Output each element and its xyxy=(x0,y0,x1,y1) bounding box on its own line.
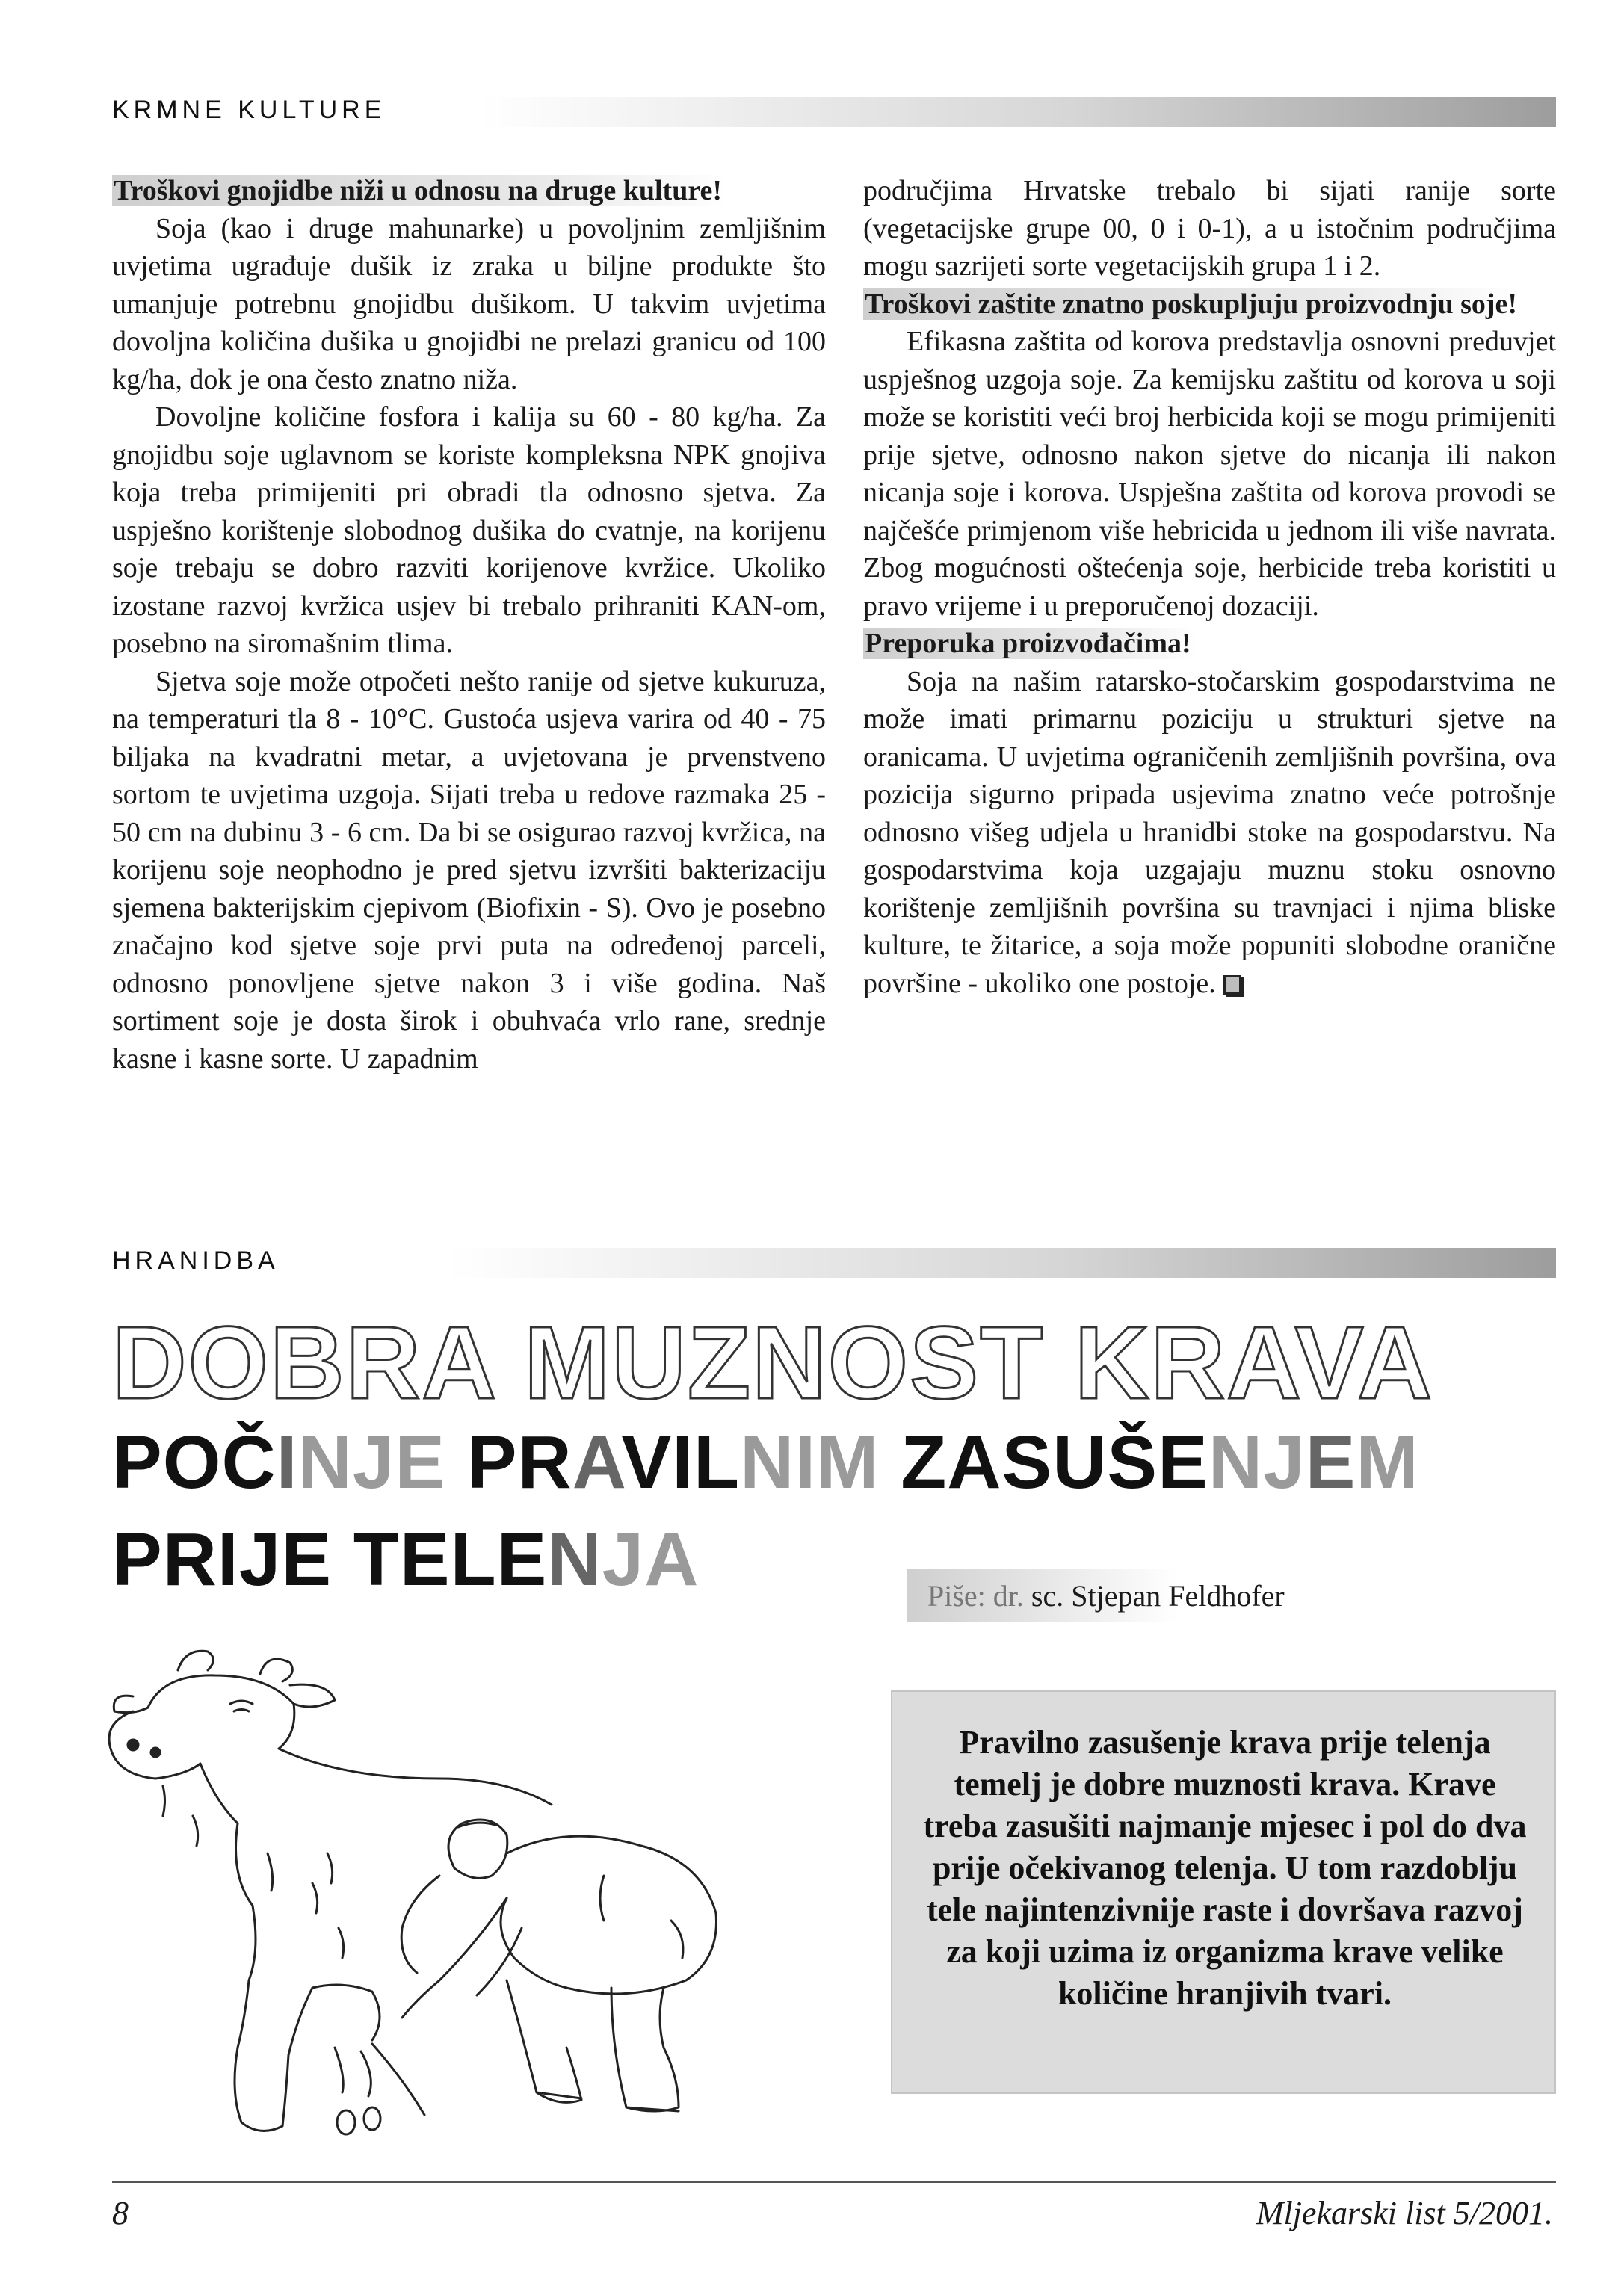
subheading-text: Preporuka proizvođačima! xyxy=(863,628,1196,659)
article-right-column xyxy=(863,172,1556,1002)
title-segment: VIL xyxy=(621,1421,741,1504)
subheading xyxy=(863,625,1556,663)
paragraph xyxy=(863,663,1556,1003)
paragraph-text: Efikasna zaštita od korova predstavlja osnovni preduvjet uspješnog uzgoja soje. Za kemijsku zaštitu od korova u soji može se koristiti veći broj herbicida koji se mogu primijeniti prije sjetve, odnosno nakon sjetve do nicanja ili nakon nicanja soje i korova. Uspješna zaštita od korova provodi se najčešće primjenom više hebricida u jednom ili više navrata. Zbog mogućnosti oštećenja soje, herbicide treba koristiti u pravo vrijeme i u preporučenoj dozaciji. xyxy=(863,326,1556,622)
title-segment: N xyxy=(547,1518,602,1601)
title-segment: A xyxy=(572,1421,622,1504)
paragraph xyxy=(863,323,1556,625)
author-name: sc. Stjepan Feldhofer xyxy=(1023,1579,1285,1613)
paragraph-text: Soja na našim ratarsko-stočarskim gospodarstvima ne može imati primarnu poziciju u strukturi sjetve na oranicama. U uvjetima ograničenih zemljišnih površina, ova pozicija sigurno pripada usjevima znatno veće potrošnje odnosno višeg udjela u hranidbi stoke na gospodarstvu. Na gospodarstvima koja uzgajaju muznu stoku osnovno korištenje zemljišnih površina su travnjaci i njima bliske kulture, te žitarice, a soja može popuniti slobodne oranične površine - ukoliko one postoje. xyxy=(863,665,1556,999)
article-title-outline: DOBRA MUZNOST KRAVA xyxy=(112,1306,1433,1421)
title-segment: I xyxy=(276,1421,298,1504)
section-header-bar-2 xyxy=(448,1248,1556,1278)
paragraph-text: Sjetva soje može otpočeti nešto ranije od sjetve kukuruza, na temperaturi tla 8 - 10°C. Gustoća usjeva varira od 40 - 75 biljaka na kvadratni metar, a uvjetovana je prvenstveno sortom te uvjetima uzgoja. Sijati treba u redove razmaka 25 - 50 cm na dubinu 3 - 6 cm. Da bi se osigurao razvoj kvržica, na korijenu soje neophodno je pred sjetvu izvršiti bakterizaciju sjemena bakterijskim cjepivom (Biofixin - S). Ovo je posebno značajno kod sjetve soje prvi puta na određenoj parceli, odnosno ponovljene sjetve nakon 3 i više godina. Naš sortiment soje je dosta širok i obuhvaća vrlo rane, srednje kasne i kasne sorte. U zapadnim xyxy=(112,665,826,1075)
paragraph-text: Dovoljne količine fosfora i kalija su 60 - 80 kg/ha. Za gnojidbu soje uglavnom se koriste kompleksna NPK gnojiva koja treba primijeniti pri obradi tla odnosno sjetva. Za uspješno korištenje slobodnog dušika do cvatnje, na korijenu soje trebaju se dobro razviti korijenove kvržice. Ukoliko izostane razvoj kvržica usjev bi trebalo prihraniti KAN-om, posebno na siromašnim tlima. xyxy=(112,401,826,659)
section-header-bar xyxy=(478,97,1556,127)
title-segment: J xyxy=(1263,1421,1306,1504)
subheading xyxy=(863,285,1556,324)
paragraph xyxy=(112,398,826,663)
author-byline xyxy=(907,1569,1400,1622)
title-segment: N xyxy=(1208,1421,1264,1504)
title-segment: M xyxy=(1356,1421,1419,1504)
article-lead-text: Pravilno zasušenje krava prije telenja temelj je dobre muznosti krava. Krave treba zasušiti najmanje mjesec i pol do dva prije očekivanog telenja. U tom razdoblju tele najintenzivnije raste i dovršava razvoj za koji uzima iz organizma krave velike količine hranjivih tvari. xyxy=(923,1724,1527,2012)
footer-rule xyxy=(112,2181,1556,2183)
title-segment: PRIJE TELE xyxy=(112,1518,548,1601)
subheading xyxy=(112,172,826,210)
journal-issue: Mljekarski list 5/2001. xyxy=(1256,2195,1553,2231)
article-lead-box xyxy=(891,1690,1556,2094)
page-number: 8 xyxy=(112,2195,129,2231)
title-segment: PO xyxy=(112,1421,222,1504)
title-segment: J xyxy=(602,1518,645,1601)
title-segment: Č xyxy=(221,1421,277,1504)
section-label-hranidba: HRANIDBA xyxy=(112,1246,280,1275)
article-left-column xyxy=(112,172,826,1078)
paragraph xyxy=(112,663,826,1078)
paragraph-text: Soja (kao i druge mahunarke) u povoljnim zemljišnim uvjetima ugrađuje dušik iz zraka u biljne produkte što umanjuje potrebnu gnojidbu dušikom. U takvim uvjetima dovoljna količina dušika u gnojidbi ne prelazi granicu od 100 kg/ha, dok je ona često znatno niža. xyxy=(112,212,826,395)
paragraph xyxy=(863,172,1556,285)
title-segment: E xyxy=(395,1421,467,1504)
title-segment: J xyxy=(352,1421,395,1504)
paragraph xyxy=(112,210,826,399)
paragraph-text: područjima Hrvatske trebalo bi sijati ranije sorte (vegetacijske grupe 00, 0 i 0-1), a u istočnim područjima mogu sazrijeti sorte vegetacijskih grupa 1 i 2. xyxy=(863,175,1556,282)
title-segment: E xyxy=(1305,1421,1356,1504)
title-segment: A xyxy=(644,1518,700,1601)
title-segment: PR xyxy=(466,1421,572,1504)
title-segment: ZASUŠE xyxy=(901,1421,1208,1504)
cow-milking-illustration xyxy=(88,1629,850,2182)
author-label: Piše: dr. xyxy=(927,1579,1024,1613)
section-label-krmne-kulture: KRMNE KULTURE xyxy=(112,96,386,124)
title-segment: NIM xyxy=(740,1421,901,1504)
article-title-line-3 xyxy=(112,1517,699,1603)
subheading-text: Troškovi zaštite znatno poskupljuju proizvodnju soje! xyxy=(863,288,1522,320)
title-segment: N xyxy=(297,1421,353,1504)
article-end-mark-icon xyxy=(1223,975,1241,995)
article-title-line-2 xyxy=(112,1420,1419,1506)
subheading-text: Troškovi gnojidbe niži u odnosu na druge kulture! xyxy=(112,175,726,206)
